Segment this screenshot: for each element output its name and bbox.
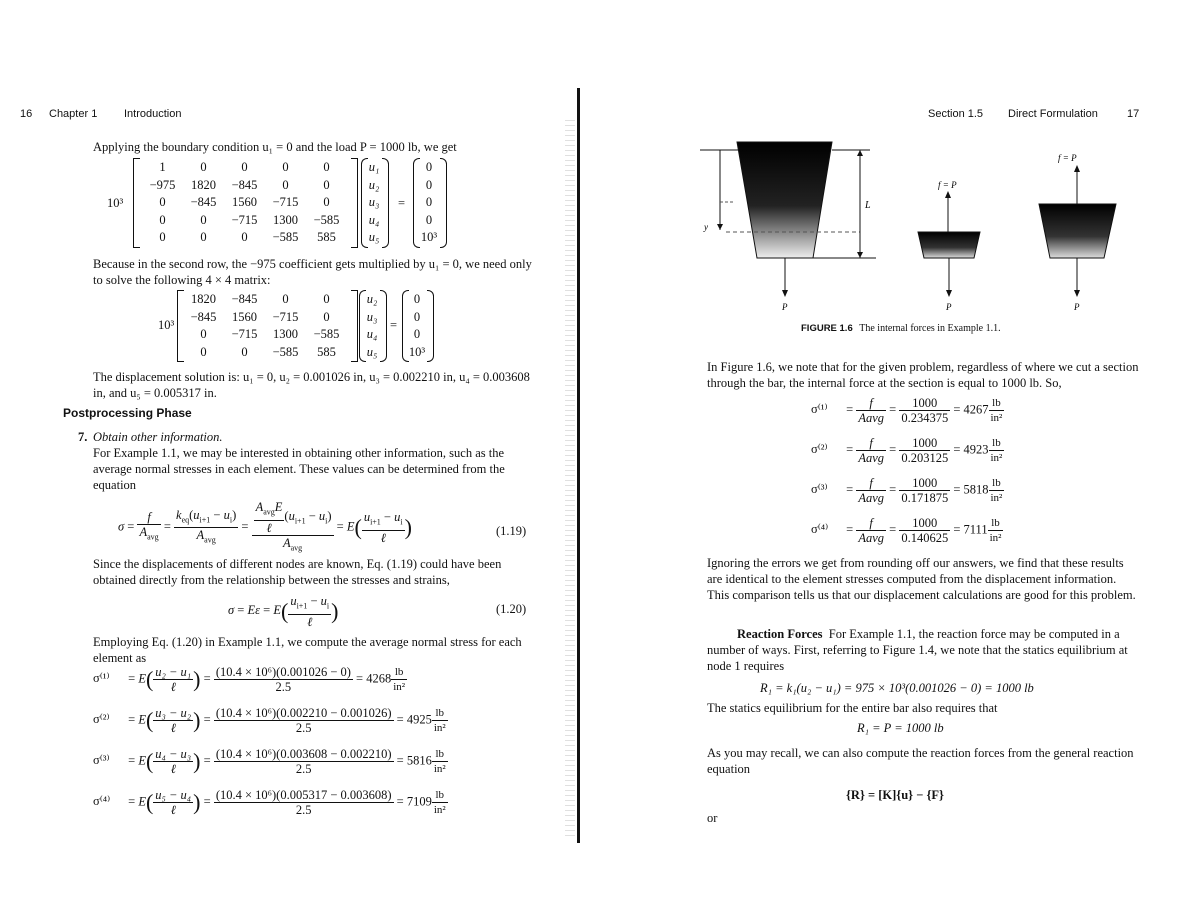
label-P-3: P xyxy=(1074,302,1080,312)
internal-force-arrowhead-2 xyxy=(1074,165,1080,172)
step-title: Obtain other information. xyxy=(93,430,223,444)
matrix-cell: 0 xyxy=(200,230,207,244)
strain-fraction xyxy=(153,665,193,694)
stress-equation: σ⁽²⁾ = E( $\frac{\text{u₃ − u₂}}{\text{ℓ}}$ ) = $\frac{\text{(10.4 × 10⁶)(0.002210 − 0.001026)}}{2.5}$ = 4925 $\frac{lb}{\text{in²}}$ xyxy=(93,706,446,735)
calculation-numerator: (10.4 × 10⁶)(0.002210 − 0.001026) xyxy=(215,706,392,720)
stress-label: σ⁽⁴⁾ xyxy=(811,522,829,537)
stress-result: 4268 xyxy=(366,671,392,686)
equation-1-19: σ = $\frac{f}{A_{avg}}$ = $\frac{k_{eq}(u_{i+1} - u_i)}{A_{avg}}$ = $\frac{A_{avg}E}{\text{ℓ}}$ $(u_{i+1} - u_i)$ $A_{avg}$ = E( $\frac{u_{i+1} - u_i}{\text{ℓ}}$ ) xyxy=(118,500,412,552)
displacement-difference: u₅ − u₄ xyxy=(155,788,192,802)
average-stress-equation: σ⁽⁴⁾ = $\frac{f}{\text{Aavg}}$ = $\frac{1000}{0.140625}$ = 7111 $\frac{lb}{\text{in²}}$ xyxy=(811,516,1002,545)
matrix-cell: 1560 xyxy=(232,309,257,324)
matrix-cell: 1300 xyxy=(273,212,298,227)
or-text: or xyxy=(707,811,718,825)
matrix-rhs-value: 0 xyxy=(425,195,433,209)
stress-equation: σ⁽¹⁾ = E( $\frac{\text{u₂ − u₁}}{\text{ℓ}}$ ) = $\frac{\text{(10.4 × 10⁶)(0.001026 − 0)}}{2.5}$ = 4268 $\frac{lb}{\text{in²}}$ xyxy=(93,665,406,694)
section-label: Section 1.5 xyxy=(928,108,984,120)
force-value: 1000 xyxy=(899,476,950,491)
matrix-cell: 0 xyxy=(159,212,166,227)
label-fP-2: f = P xyxy=(1058,153,1077,163)
matrix-cell: 1820 xyxy=(191,292,216,306)
strain-fraction xyxy=(153,706,193,735)
matrix-cell: 0 xyxy=(323,309,330,324)
matrix-cell: 0 xyxy=(323,177,330,192)
average-stress-equation: σ⁽³⁾ = $\frac{f}{\text{Aavg}}$ = $\frac{1000}{0.171875}$ = 5818 $\frac{lb}{\text{in²}}$ xyxy=(811,476,1003,505)
numeric-fraction xyxy=(899,436,950,465)
matrix-cell: −845 xyxy=(190,309,217,324)
average-stress-equation: σ⁽¹⁾ = $\frac{f}{\text{Aavg}}$ = $\frac{1000}{0.234375}$ = 4267 $\frac{lb}{\text{in²}}$ xyxy=(811,396,1003,425)
matrix-cell: 0 xyxy=(200,160,207,174)
unit-lb: lb xyxy=(391,665,407,680)
strain-fraction xyxy=(153,747,193,776)
reaction-text: For Example 1.1, the reaction force may be computed in a number of ways. First, referring to Figure 1.4, we note that the statics equilibrium at node 1 requires xyxy=(707,627,1128,673)
matrix-rhs-value: 10³ xyxy=(420,230,438,244)
page-gutter-line xyxy=(577,88,580,843)
matrix-rhs-value: 10³ xyxy=(408,344,426,359)
element-length-symbol: ℓ xyxy=(170,680,176,694)
step-paragraph: For Example 1.1, we may be interested in obtaining other information, such as the average normal stresses in each element. These values can be determined from the equation xyxy=(93,446,505,492)
matrix-cell: 0 xyxy=(282,177,289,192)
equation-1-20: σ = Eε = E( $\frac{u_{i+1} - u_i}{\text{ℓ}}$ ) xyxy=(228,594,339,629)
stress-result: 4923 xyxy=(963,442,989,457)
stress-unit xyxy=(989,396,1005,425)
general-reaction-equation: {R} = [K]{u} − {F} xyxy=(846,788,944,802)
matrix-cell: 0 xyxy=(282,160,289,174)
matrix-rhs-value: 0 xyxy=(413,292,421,306)
displacement-difference: u₄ − u₃ xyxy=(155,747,192,761)
label-P-1: P xyxy=(782,302,788,312)
matrix-cell: 0 xyxy=(323,160,330,174)
stress-result: 7109 xyxy=(406,794,432,809)
paren-open: ( xyxy=(145,666,154,692)
modulus-symbol: E xyxy=(138,753,146,768)
stress-label: σ⁽⁴⁾ xyxy=(93,794,111,809)
displacement-difference: u₂ − u₁ xyxy=(155,665,192,679)
equation-1-20-number: (1.20) xyxy=(496,602,527,616)
matrix-cell: −585 xyxy=(313,212,340,227)
unit-lb: lb xyxy=(988,516,1004,531)
unit-in2: in² xyxy=(393,681,406,693)
area-symbol: Aavg xyxy=(858,531,884,545)
element-length-symbol: ℓ xyxy=(170,803,176,817)
area-value: 0.203125 xyxy=(901,451,949,465)
matrix-cell: −845 xyxy=(231,292,258,306)
force-symbol: f xyxy=(856,516,886,531)
matrix-cell: 0 xyxy=(200,212,207,227)
matrix-cell: 0 xyxy=(323,292,330,306)
unit-in2: in² xyxy=(433,804,446,816)
force-area-fraction xyxy=(856,516,886,545)
force-value: 1000 xyxy=(899,436,950,451)
stress-unit xyxy=(432,747,448,776)
matrix-cell: −975 xyxy=(149,177,176,192)
matrix-cell: 1300 xyxy=(273,327,298,341)
area-value: 0.234375 xyxy=(901,411,949,425)
paren-close: ) xyxy=(193,707,201,733)
paren-open: ( xyxy=(145,748,154,774)
stress-label: σ⁽²⁾ xyxy=(811,442,828,457)
element-length: 2.5 xyxy=(275,680,292,694)
since-paragraph: Since the displacements of different nodes are known, Eq. (1.19) could have been obtained directly from the relationship between the stresses and strains, xyxy=(93,557,502,587)
chapter-label: Chapter 1 xyxy=(49,108,98,120)
matrix2-factor: 10³ xyxy=(158,318,175,332)
matrix-cell: 0 xyxy=(241,230,248,244)
internal-force-arrowhead-1 xyxy=(945,191,951,198)
L-arrow-top xyxy=(857,150,863,156)
page-binding-shadow xyxy=(565,120,575,840)
matrix-cell: −585 xyxy=(272,230,299,244)
label-L: L xyxy=(865,200,871,211)
cut-piece-lower xyxy=(918,232,980,258)
matrix-cell: −715 xyxy=(272,309,299,324)
stress-result: 4267 xyxy=(963,402,989,417)
displacement-paragraph: The displacement solution is: u₁ = 0, u₂ = 0.001026 in, u₃ = 0.002210 in, u₄ = 0.003608 in, and u₅ = 0.005317 in. xyxy=(93,370,530,400)
matrix-rhs-value: 0 xyxy=(413,309,421,324)
intro-paragraph: Applying the boundary condition u₁ = 0 and the load P = 1000 lb, we get xyxy=(93,140,457,154)
numeric-fraction xyxy=(899,396,950,425)
matrix-cell: −715 xyxy=(272,195,299,209)
force-symbol: f xyxy=(856,436,886,451)
matrix-unknown: u₃ xyxy=(366,309,378,324)
numeric-fraction xyxy=(899,516,950,545)
figure-caption-text: The internal forces in Example 1.1. xyxy=(859,323,1001,334)
label-P-2: P xyxy=(946,302,952,312)
force-area-fraction xyxy=(856,436,886,465)
matrix-rhs-value: 0 xyxy=(425,212,433,227)
matrix-unknown: u₅ xyxy=(366,344,378,359)
stress-unit xyxy=(988,516,1004,545)
unit-in2: in² xyxy=(990,412,1003,424)
because-paragraph: Because in the second row, the −975 coefficient gets multiplied by u₁ = 0, we need only to solve the following 4 × 4 matrix: xyxy=(93,257,532,287)
matrix-cell: 585 xyxy=(317,344,336,359)
figure-1-6 xyxy=(700,140,1120,320)
matrix-cell: −845 xyxy=(231,177,258,192)
unit-in2: in² xyxy=(433,763,446,775)
stress-unit xyxy=(391,665,407,694)
calculation-numerator: (10.4 × 10⁶)(0.003608 − 0.002210) xyxy=(215,747,392,761)
area-value: 0.171875 xyxy=(901,491,949,505)
matrix-cell: 0 xyxy=(159,230,166,244)
matrix-unknown: u₄ xyxy=(366,327,378,341)
matrix-unknown: u₁ xyxy=(368,160,380,174)
statics-paragraph: The statics equilibrium for the entire bar also requires that xyxy=(707,701,998,715)
step-number: 7. xyxy=(78,430,88,444)
modulus-symbol: E xyxy=(138,671,146,686)
cut-piece-tall xyxy=(1039,204,1116,258)
stress-calculation xyxy=(214,788,394,817)
numeric-fraction xyxy=(899,476,950,505)
paren-close: ) xyxy=(193,666,201,692)
stress-label: σ⁽¹⁾ xyxy=(811,402,828,417)
matrix-cell: 0 xyxy=(200,344,207,359)
paren-close: ) xyxy=(193,748,201,774)
ignoring-paragraph: Ignoring the errors we get from rounding off our answers, we find that these results are identical to the element stresses computed from the displacement information. This comparison tells us that our displacement calculations are good for this problem. xyxy=(707,556,1136,602)
matrix-cell: 1 xyxy=(159,160,166,174)
stress-result: 7111 xyxy=(963,522,988,537)
area-symbol: Aavg xyxy=(858,451,884,465)
L-arrow-bottom xyxy=(857,252,863,258)
element-length: 2.5 xyxy=(295,721,312,735)
matrix-rhs-value: 0 xyxy=(425,177,433,192)
calculation-numerator: (10.4 × 10⁶)(0.001026 − 0) xyxy=(215,665,351,679)
element-length: 2.5 xyxy=(295,803,312,817)
figure-paragraph: In Figure 1.6, we note that for the given problem, regardless of where we cut a section through the bar, the internal force at the section is equal to 1000 lb. So, xyxy=(707,360,1139,390)
strain-fraction xyxy=(153,788,193,817)
stress-label: σ⁽¹⁾ xyxy=(93,671,110,686)
matrix-unknown: u₂ xyxy=(368,177,380,192)
paren-open: ( xyxy=(145,707,154,733)
stress-calculation xyxy=(214,706,394,735)
matrix-cell: 0 xyxy=(323,195,330,209)
stress-unit xyxy=(989,476,1005,505)
chapter-title: Introduction xyxy=(124,108,182,120)
stress-result: 5816 xyxy=(406,753,432,768)
stress-result: 5818 xyxy=(963,482,989,497)
reaction-paragraph xyxy=(707,626,1141,674)
matrix-unknown: u₃ xyxy=(368,195,380,209)
modulus-symbol: E xyxy=(138,712,146,727)
unit-lb: lb xyxy=(432,747,448,762)
matrix-cell: 0 xyxy=(241,344,248,359)
tapered-bar xyxy=(737,142,832,258)
calculation-numerator: (10.4 × 10⁶)(0.005317 − 0.003608) xyxy=(215,788,392,802)
unit-in2: in² xyxy=(990,452,1003,464)
matrix-cell: 1560 xyxy=(232,195,257,209)
matrix-cell: 0 xyxy=(159,195,166,209)
figure-caption-number: FIGURE 1.6 xyxy=(801,323,853,334)
area-symbol: Aavg xyxy=(858,491,884,505)
matrix-cell: 0 xyxy=(241,160,248,174)
matrix-cell: 585 xyxy=(317,230,336,244)
matrix1-left-bracket xyxy=(133,158,140,248)
matrix2-equals: = xyxy=(390,318,398,332)
force-symbol: f xyxy=(856,396,886,411)
load-arrowhead-1 xyxy=(782,290,788,297)
load-arrowhead-2 xyxy=(946,290,952,297)
section-title: Direct Formulation xyxy=(1008,108,1098,120)
matrix-cell: 0 xyxy=(200,327,207,341)
unit-in2: in² xyxy=(989,532,1002,544)
paren-close: ) xyxy=(193,789,201,815)
force-symbol: f xyxy=(856,476,886,491)
matrix-unknown: u₄ xyxy=(368,212,380,227)
matrix1-factor: 10³ xyxy=(107,196,124,210)
matrix-cell: 0 xyxy=(282,292,289,306)
matrix2-right-bracket xyxy=(351,290,358,362)
matrix-cell: −585 xyxy=(313,327,340,341)
stress-calculation xyxy=(214,747,394,776)
section-heading-postprocessing: Postprocessing Phase xyxy=(63,406,192,420)
matrix-cell: 1820 xyxy=(191,177,216,192)
left-page-number: 16 xyxy=(20,108,33,120)
y-arrowhead xyxy=(717,224,723,230)
matrix1-right-bracket xyxy=(351,158,358,248)
displacement-difference: u₃ − u₂ xyxy=(155,706,192,720)
stress-calculation xyxy=(214,665,353,694)
recall-paragraph: As you may recall, we can also compute the reaction forces from the general reaction equation xyxy=(707,746,1134,776)
matrix-cell: −845 xyxy=(190,195,217,209)
stress-equation: σ⁽⁴⁾ = E( $\frac{\text{u₅ − u₄}}{\text{ℓ}}$ ) = $\frac{\text{(10.4 × 10⁶)(0.005317 − 0.003608)}}{2.5}$ = 7109 $\frac{lb}{\text{in²}}$ xyxy=(93,788,446,817)
reaction-equation-1: R₁ = k₁(u₂ − u₁) = 975 × 10³(0.001026 − 0) = 1000 lb xyxy=(760,681,1034,695)
force-value: 1000 xyxy=(899,516,950,531)
stress-equation: σ⁽³⁾ = E( $\frac{\text{u₄ − u₃}}{\text{ℓ}}$ ) = $\frac{\text{(10.4 × 10⁶)(0.003608 − 0.002210)}}{2.5}$ = 5816 $\frac{lb}{\text{in²}}$ xyxy=(93,747,446,776)
stress-label: σ⁽³⁾ xyxy=(93,753,110,768)
employ-paragraph: Employing Eq. (1.20) in Example 1.1, we compute the average normal stress for each element as xyxy=(93,635,522,665)
matrix-cell: −585 xyxy=(272,344,299,359)
average-stress-equation: σ⁽²⁾ = $\frac{f}{\text{Aavg}}$ = $\frac{1000}{0.203125}$ = 4923 $\frac{lb}{\text{in²}}$ xyxy=(811,436,1003,465)
paren-open: ( xyxy=(145,789,154,815)
unit-lb: lb xyxy=(432,706,448,721)
element-length: 2.5 xyxy=(295,762,312,776)
force-area-fraction xyxy=(856,476,886,505)
figure-caption xyxy=(801,323,1001,334)
right-page-number: 17 xyxy=(1127,108,1140,120)
label-y: y xyxy=(704,222,708,232)
reaction-heading: Reaction Forces xyxy=(737,627,823,641)
unit-lb: lb xyxy=(989,476,1005,491)
element-length-symbol: ℓ xyxy=(170,762,176,776)
matrix-cell: −715 xyxy=(231,327,258,341)
matrix-unknown: u₂ xyxy=(366,292,378,306)
unit-lb: lb xyxy=(989,396,1005,411)
matrix-rhs-value: 0 xyxy=(425,160,433,174)
label-fP-1: f = P xyxy=(938,180,957,190)
stress-unit xyxy=(432,706,448,735)
element-length-symbol: ℓ xyxy=(170,721,176,735)
equation-1-19-number: (1.19) xyxy=(496,524,527,538)
matrix-cell: −715 xyxy=(231,212,258,227)
stress-label: σ⁽²⁾ xyxy=(93,712,110,727)
matrix1-equals: = xyxy=(398,196,406,210)
force-value: 1000 xyxy=(899,396,950,411)
force-area-fraction xyxy=(856,396,886,425)
unit-in2: in² xyxy=(990,492,1003,504)
modulus-symbol: E xyxy=(138,794,146,809)
area-symbol: Aavg xyxy=(858,411,884,425)
matrix-rhs-value: 0 xyxy=(413,327,421,341)
reaction-equation-2: R₁ = P = 1000 lb xyxy=(857,721,944,735)
unit-in2: in² xyxy=(433,722,446,734)
load-arrowhead-3 xyxy=(1074,290,1080,297)
stress-result: 4925 xyxy=(406,712,432,727)
stress-unit xyxy=(432,788,448,817)
unit-lb: lb xyxy=(432,788,448,803)
stress-label: σ⁽³⁾ xyxy=(811,482,828,497)
matrix-unknown: u₅ xyxy=(368,230,380,244)
stress-unit xyxy=(989,436,1005,465)
area-value: 0.140625 xyxy=(901,531,949,545)
unit-lb: lb xyxy=(989,436,1005,451)
